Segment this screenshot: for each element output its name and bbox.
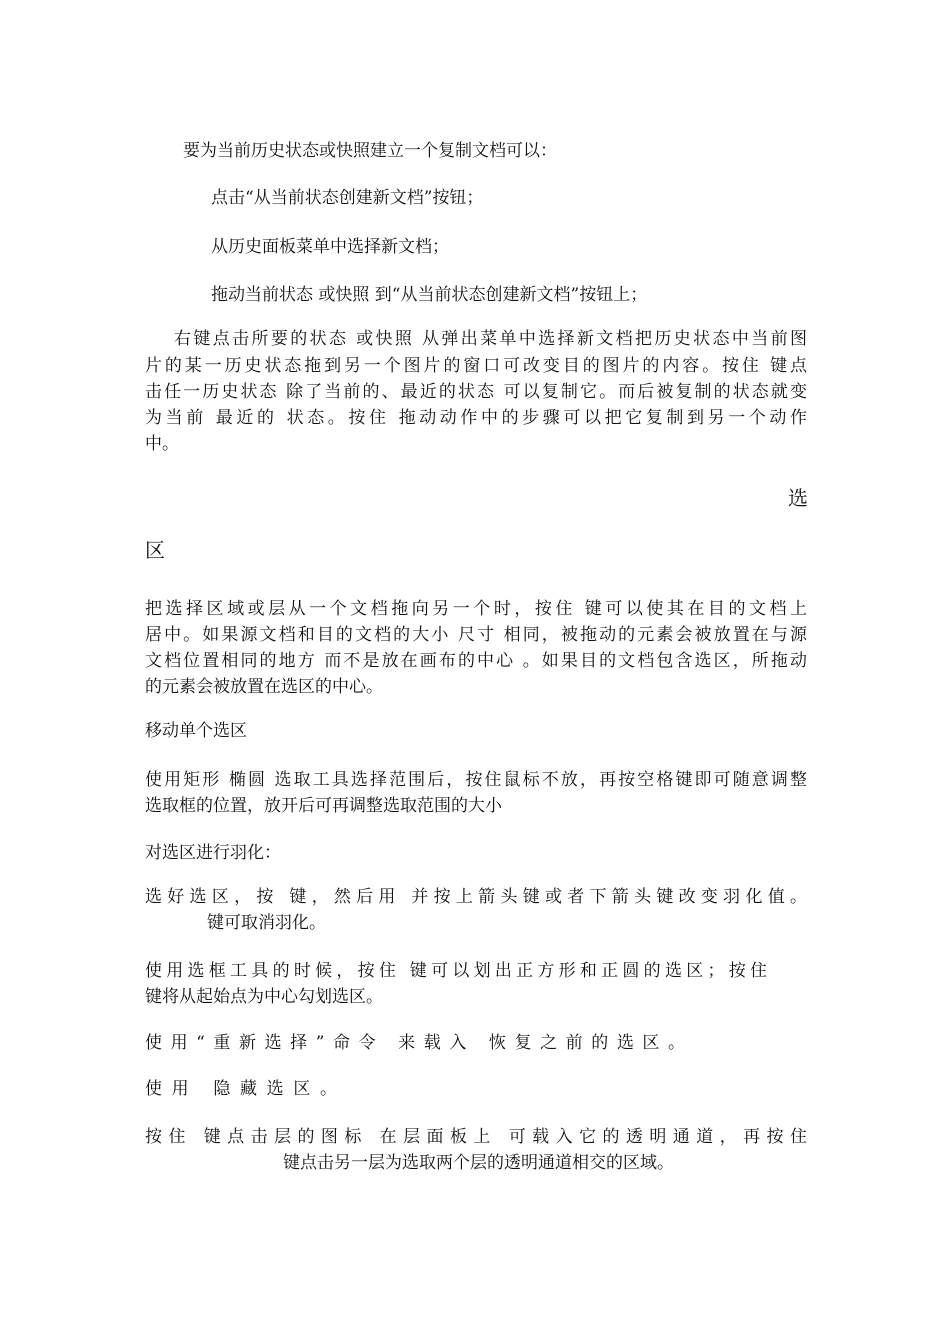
- history-para-line-1: 右键点击所要的状态 或快照 从弹出菜单中选择新文档把历史状态中当前图: [174, 329, 807, 349]
- selection-para-line-2: 居中。如果源文档和目的文档的大小 尺寸 相同，被拖动的元素会被放置在与源: [145, 625, 807, 645]
- reselect-text: 使用“重新选择”命令 来载入 恢复之前的选区。: [145, 1033, 685, 1053]
- marquee-para-text-1: 使用选框工具的时候，按住 键可以划出正方形和正圆的选区；按住: [145, 961, 767, 981]
- layer-para-line-2: 键点击另一层为选取两个层的透明通道相交的区域。: [283, 1153, 674, 1173]
- history-para-line-3: 击任一历史状态 除了当前的、最近的状态 可以复制它。而后被复制的状态就变: [145, 382, 807, 402]
- selection-para-line-4: 的元素会被放置在选区的中心。: [145, 677, 383, 697]
- feather-title: 对选区进行羽化：: [145, 843, 281, 863]
- move-para-line-2: 选取框的位置，放开后可再调整选取范围的大小: [145, 796, 502, 816]
- section-heading-part-2: 区: [145, 538, 165, 562]
- feather-para-line-1: 选好选区，按 键，然后用 并按上箭头键或者下箭头键改变羽化值。: [145, 887, 807, 907]
- selection-para-line-3: 文档位置相同的地方 而不是放在画布的中心 。如果目的文档包含选区，所拖动: [145, 651, 807, 671]
- move-para-line-1: 使用矩形 椭圆 选取工具选择范围后，按住鼠标不放，再按空格键即可随意调整: [145, 770, 807, 790]
- reselect-line: [145, 1030, 685, 1056]
- intro-line: 要为当前历史状态或快照建立一个复制文档可以：: [183, 141, 557, 161]
- history-para-line-5: 中。: [145, 434, 179, 454]
- feather-para-line-2: 键可取消羽化。: [207, 913, 326, 933]
- hide-selection-text: 使用 隐藏选区。: [145, 1079, 337, 1099]
- marquee-para-line-2: 键将从起始点为中心勾划选区。: [145, 987, 383, 1007]
- history-para-line-2: 片的某一历史状态拖到另一个图片的窗口可改变目的图片的内容。按住 键点: [145, 356, 807, 376]
- section-heading-part-1: 选: [788, 486, 808, 510]
- layer-para-line-1: 按住 键点击层的图标 在层面板上 可载入它的透明通道，再按住: [145, 1127, 807, 1147]
- history-para-line-4: 为当前 最近的 状态。按住 拖动动作中的步骤可以把它复制到另一个动作: [145, 408, 807, 428]
- marquee-para-line-1: [145, 958, 767, 984]
- option-new-doc-button: 点击“从当前状态创建新文档”按钮；: [211, 188, 484, 208]
- hide-selection-line: [145, 1076, 337, 1102]
- option-history-menu: 从历史面板菜单中选择新文档；: [211, 237, 449, 257]
- selection-para-line-1: 把选择区域或层从一个文档拖向另一个时，按住 键可以使其在目的文档上: [145, 599, 807, 619]
- option-drag-state: 拖动当前状态 或快照 到“从当前状态创建新文档”按钮上；: [211, 285, 648, 305]
- move-selection-title: 移动单个选区: [145, 721, 247, 741]
